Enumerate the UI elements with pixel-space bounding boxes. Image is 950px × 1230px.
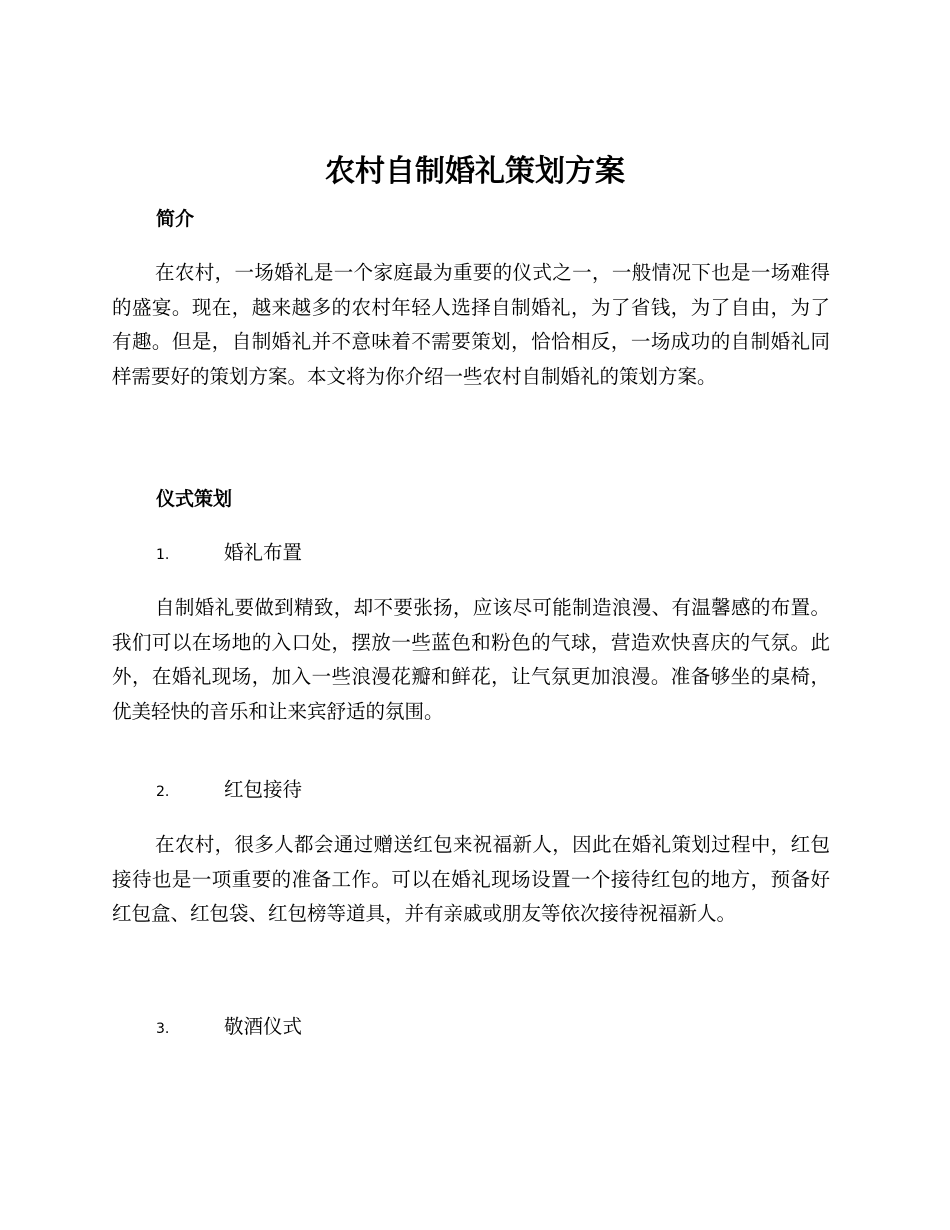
list-item-decoration <box>156 538 302 568</box>
list-item-red-envelope <box>156 775 302 805</box>
list-label: 婚礼布置 <box>224 541 303 564</box>
list-number: 1. <box>156 547 170 563</box>
intro-paragraph: 在农村，一场婚礼是一个家庭最为重要的仪式之一，一般情况下也是一场难得的盛宴。现在，越来越多的农村年轻人选择自制婚礼，为了省钱，为了自由，为了有趣。但是，自制婚礼并不意味着不需要策划，恰恰相反，一场成功的自制婚礼同样需要好的策划方案。本文将为你介绍一些农村自制婚礼的策划方案。 <box>112 261 830 388</box>
list-label: 敬酒仪式 <box>224 1015 303 1038</box>
red-envelope-paragraph: 在农村，很多人都会通过赠送红包来祝福新人，因此在婚礼策划过程中，红包接待也是一项重要的准备工作。可以在婚礼现场设置一个接待红包的地方，预备好红包盒、红包袋、红包榜等道具，并有亲戚或朋友等依次接待祝福新人。 <box>112 833 830 925</box>
list-item-toast <box>156 1012 302 1042</box>
section-heading-ceremony: 仪式策划 <box>156 488 233 510</box>
list-number: 3. <box>156 1021 170 1037</box>
list-label: 红包接待 <box>224 778 303 801</box>
decoration-paragraph: 自制婚礼要做到精致，却不要张扬，应该尽可能制造浪漫、有温馨感的布置。我们可以在场地的入口处，摆放一些蓝色和粉色的气球，营造欢快喜庆的气氛。此外，在婚礼现场，加入一些浪漫花瓣和鲜花，让气氛更加浪漫。准备够坐的桌椅，优美轻快的音乐和让来宾舒适的氛围。 <box>112 596 830 723</box>
document-title: 农村自制婚礼策划方案 <box>325 154 625 189</box>
section-heading-intro: 简介 <box>156 208 195 230</box>
list-number: 2. <box>156 784 170 800</box>
